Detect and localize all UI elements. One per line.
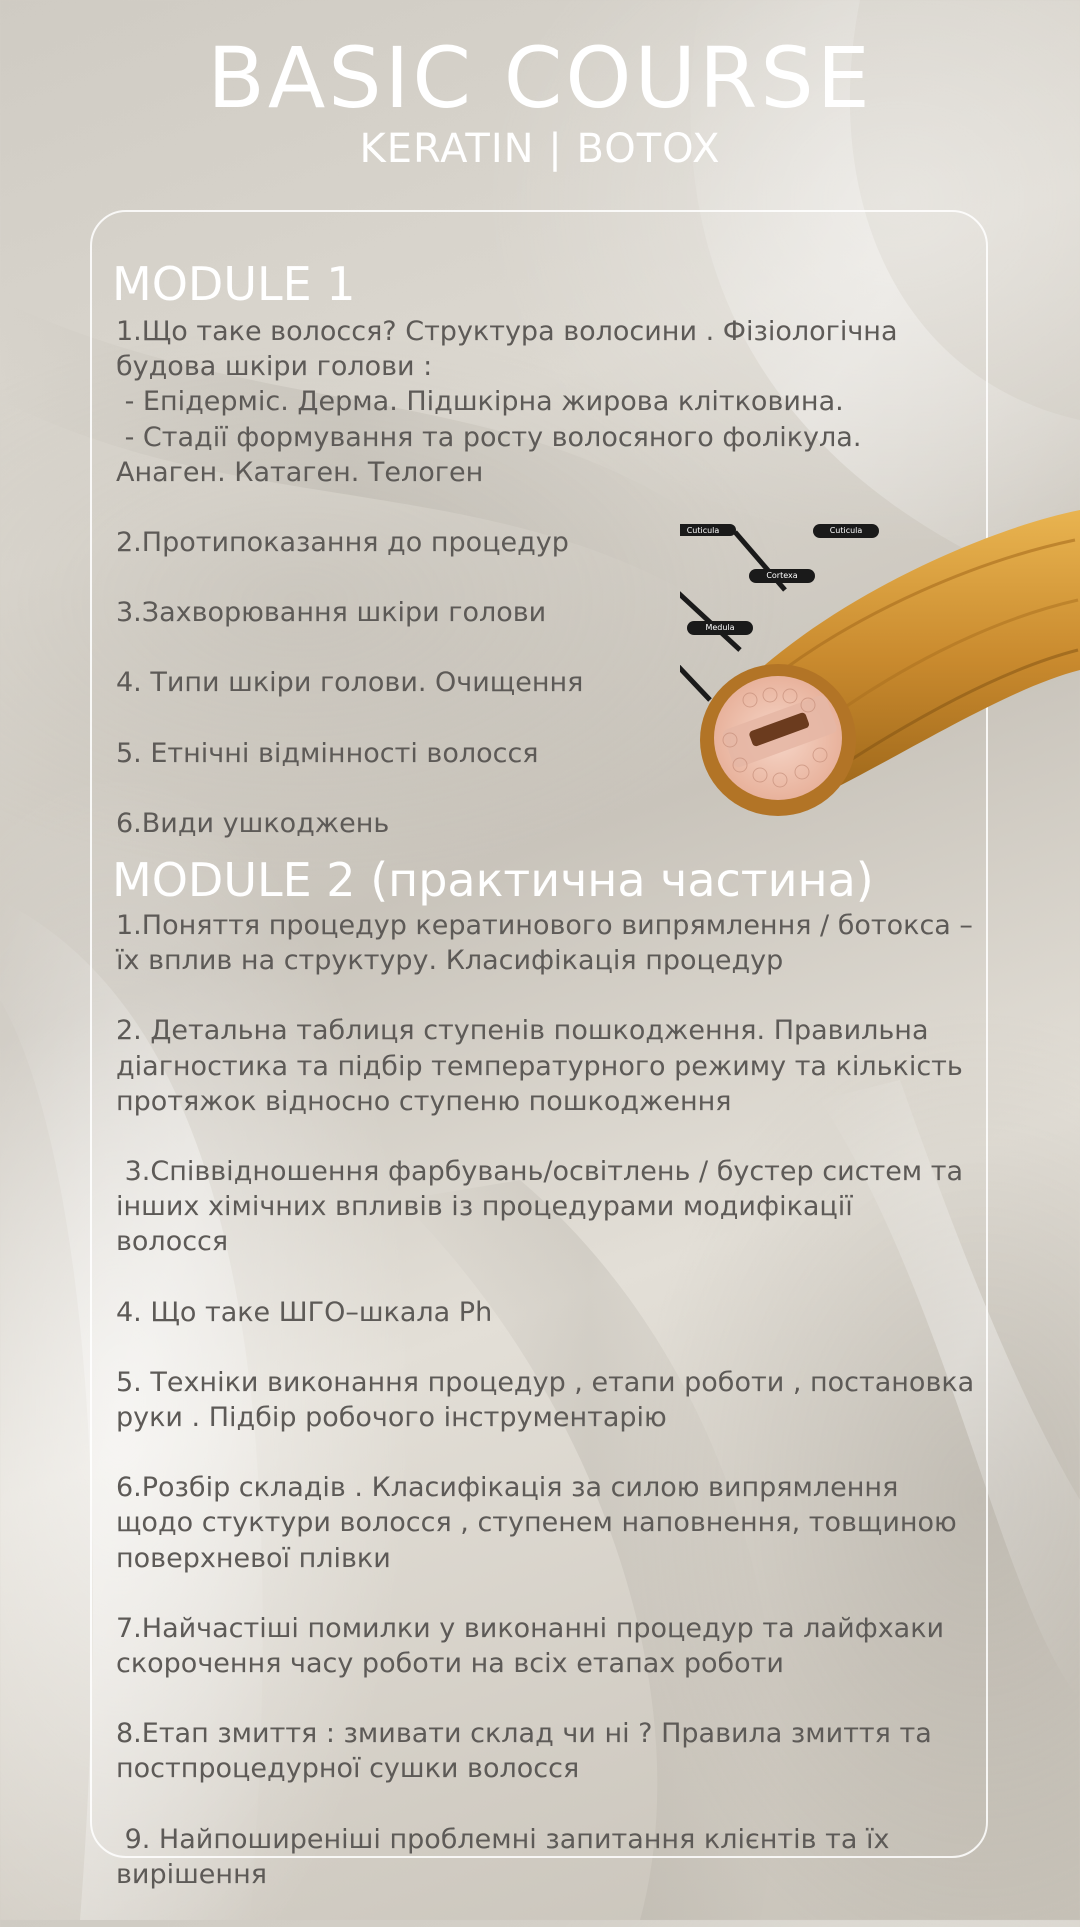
hair-structure-illustration [680,500,1080,820]
module-2-item: 9. Найпоширеніші проблемні запитання клієнтів та їх вирішення [116,1823,890,1890]
module-2-item: 3.Співвідношення фарбувань/освітлень / бустер систем та інших хімічних впливів із процедурами модифікації волосся [116,1156,964,1258]
module-1-item: 1.Що таке волосся? Структура волосини . Фізіологічна будова шкіри голови : - Епідерміс. Дерма. Підшкірна жирова клітковина. - Стадії формування та росту волосяного фолікула. Анаген. Катаген. Телоген [116,316,898,488]
module-1-item: 3.Захворювання шкіри голови [116,597,547,629]
module-2-title [112,852,874,908]
module-2-item: 8.Етап змиття : змивати склад чи ні ? Правила змиття та постпроцедурної сушки волосся [116,1718,932,1785]
module-2-title-main: MODULE 2 [112,853,356,907]
module-1-item: 2.Протипоказання до процедур [116,527,569,559]
module-2-item: 6.Розбір складів . Класифікація за силою випрямлення щодо стуктури волосся , ступенем наповнення, товщиною поверхневої плівки [116,1472,957,1574]
module-1-item: 5. Етнічні відмінності волосся [116,737,539,769]
label-cortexa-tag: Cortexa [749,569,815,583]
module-1-title: MODULE 1 [112,257,356,311]
label-medula [680,626,710,700]
label-cortexa [680,576,740,650]
module-1-item: 6.Види ушкоджень [116,807,390,839]
module-2-item: 1.Поняття процедур кератинового випрямлення / ботокса – їх вплив на структуру. Класифікація процедур [116,910,973,977]
module-2-list [116,908,996,1927]
module-2-item: 2. Детальна таблиця ступенів пошкодження. Правильна діагностика та підбір температурного режиму та кількість протяжок відносно ступеню пошкодження [116,1015,963,1117]
module-2-title-suffix: (практична частина) [355,853,874,907]
course-subtitle: KERATIN | BOTOX [359,126,721,172]
svg-text:Cuticula: Cuticula [686,526,720,535]
module-2-item: 4. Що таке ШГО–шкала Ph [116,1296,493,1328]
module-2-item: 7.Найчастіші помилки у виконанні процедур та лайфхаки скорочення часу роботи на всіх етапах роботи [116,1612,945,1680]
course-title: BASIC COURSE [207,29,873,127]
module-2-item: 5. Техніки виконання процедур , етапи роботи , постановка руки . Підбір робочого інструментарію [116,1366,975,1434]
label-cuticula-tag: Cuticula [813,524,879,538]
label-medula-tag: Medula [687,621,753,635]
module-1-item: 4. Типи шкіри голови. Очищення [116,667,584,699]
